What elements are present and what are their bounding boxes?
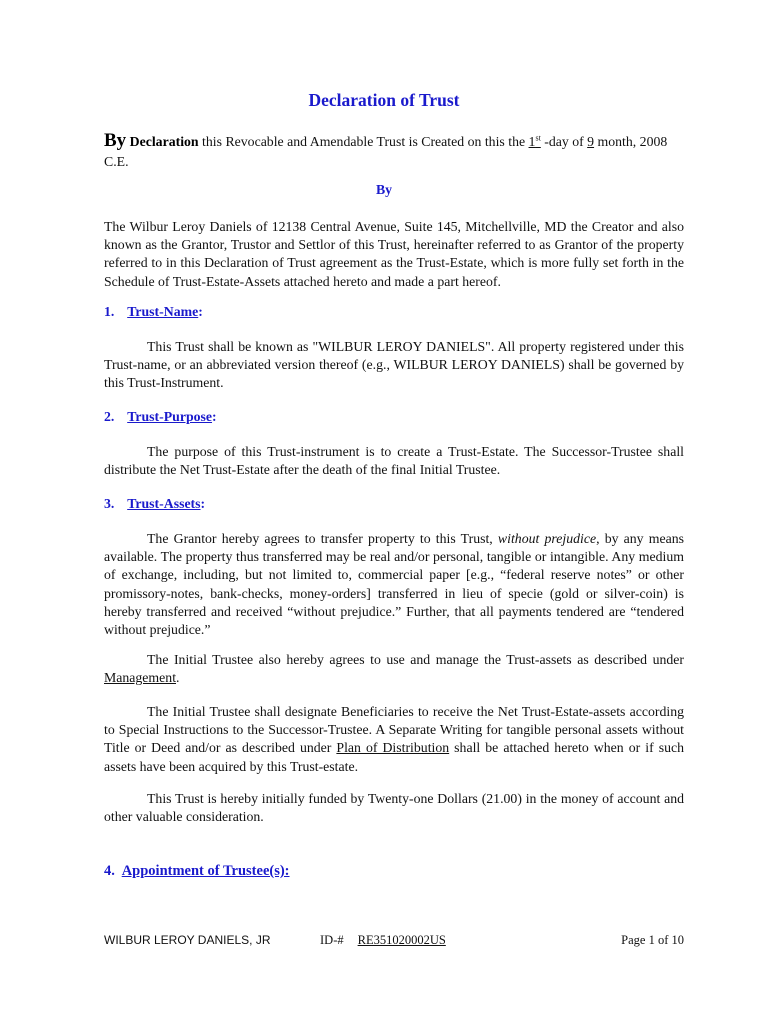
management-reference: Management: [104, 670, 177, 686]
section-label[interactable]: Trust-Name: [127, 304, 199, 319]
section-heading-trust-name: 1. Trust-Name:: [104, 304, 203, 319]
trust-purpose-paragraph: The purpose of this Trust-instrument is to create a Trust-Estate. The Successor-Trustee shall distribute the Net Trust-Estate after the death of the final Initial Trustee.: [104, 444, 684, 478]
footer-page-number: Page 1 of 10: [621, 933, 684, 947]
creator-paragraph: The Wilbur Leroy Daniels of 12138 Central Avenue, Suite 145, Mitchellville, MD the Creator and also known as the Grantor, Trustor and Settlor of this Trust, hereinafter referred to as Grantor of the property referred to in this Declaration of Trust agreement as the Trust-Estate, which is more fully set forth in the Schedule of Trust-Estate-Assets attached hereto and made a part hereof.: [104, 219, 684, 289]
page-footer: [104, 933, 684, 951]
trust-assets-paragraph-2: The Initial Trustee also hereby agrees to use and manage the Trust-assets as described under Management.: [104, 652, 684, 686]
section-label[interactable]: Appointment of Trustee(s):: [121, 863, 290, 879]
trust-assets-paragraph-3: The Initial Trustee shall designate Beneficiaries to receive the Net Trust-Estate-assets according to Special Instructions to the Successor-Trustee. A Separate Writing for tangible personal assets without Title or Deed and/or as described under Plan of Distribution shall be attached hereto when or if such assets have been acquired by this Trust-estate.: [104, 704, 684, 774]
trust-name-paragraph: This Trust shall be known as "WILBUR LEROY DANIELS". All property registered under this Trust-name, or an abbreviated version thereof (e.g., WILBUR LEROY DANIELS) shall be governed by this Trust-Instrument.: [104, 339, 684, 391]
footer-name: WILBUR LEROY DANIELS, JR: [104, 933, 271, 947]
section-number: 3.: [104, 496, 115, 511]
document-title: Declaration of Trust: [308, 90, 460, 110]
section-number: 1.: [104, 304, 115, 319]
footer-id-value: RE351020002US: [357, 933, 446, 947]
section-number: 4.: [104, 863, 115, 879]
intro-by: By: [104, 130, 127, 151]
footer-id: [320, 933, 446, 948]
intro-declaration-word: Declaration: [129, 134, 199, 149]
intro-day-suffix: st: [535, 133, 541, 143]
section-heading-trust-purpose: 2. Trust-Purpose:: [104, 409, 217, 424]
trust-assets-paragraph-4: This Trust is hereby initially funded by Twenty-one Dollars (21.00) in the money of account and other valuable consideration.: [104, 791, 684, 825]
section-heading-trust-assets: 3. Trust-Assets:: [104, 496, 206, 511]
section-label[interactable]: Trust-Purpose: [127, 409, 213, 424]
intro-paragraph: [104, 131, 688, 172]
plan-of-distribution-reference: Plan of Distribution: [336, 740, 450, 756]
footer-id-label: ID-#: [320, 933, 344, 947]
by-heading: By: [375, 182, 393, 197]
trust-assets-paragraph-1: The Grantor hereby agrees to transfer property to this Trust, without prejudice, by any means available. The property thus transferred may be real and/or personal, tangible or intangible. Any medium of exchange, including, but not limited to, commercial paper [e.g., “federal reserve notes” or other promissory-notes, bank-checks, money-orders] transferred in lieu of specie (gold or silver-coin) is hereby transferred and received “without prejudice.” Further, that all payments tendered are “tendered without prejudice.”: [104, 531, 684, 638]
intro-text-b: -day of: [540, 134, 588, 149]
intro-text-c: month, 2008 C.E.: [104, 134, 668, 169]
section-label[interactable]: Trust-Assets: [127, 496, 201, 511]
section-heading-appointment-of-trustees: [104, 863, 290, 880]
intro-day-number: 1st: [528, 133, 541, 149]
intro-month-number: 9: [587, 134, 595, 149]
section-number: 2.: [104, 409, 115, 424]
without-prejudice-phrase: without prejudice: [497, 531, 597, 546]
intro-text-a: this Revocable and Amendable Trust is Created on this the: [198, 134, 529, 149]
